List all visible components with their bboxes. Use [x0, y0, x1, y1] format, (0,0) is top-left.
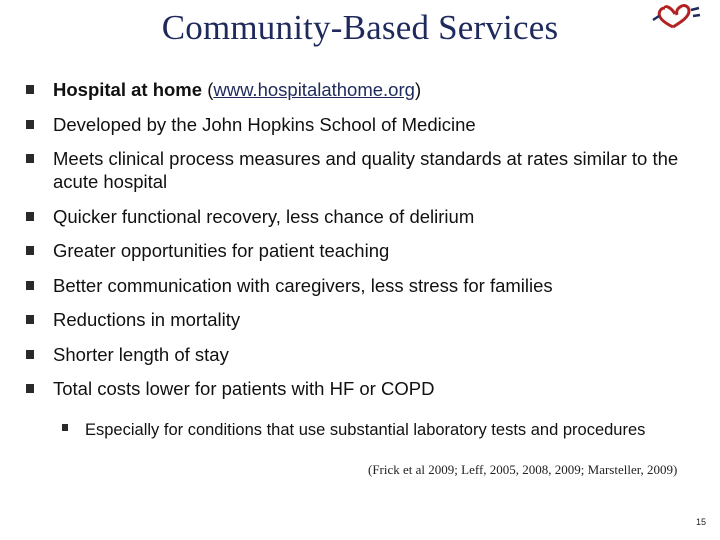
list-item	[24, 239, 714, 262]
bullet-list	[24, 78, 714, 412]
page-number: 15	[695, 517, 706, 527]
bullet-marker	[26, 246, 34, 255]
bullet-text: Meets clinical process measures and quality standards at rates similar to the acute hospital	[53, 148, 679, 192]
bullet-text: Total costs lower for patients with HF or COPD	[53, 378, 435, 399]
bullet-text: Shorter length of stay	[53, 343, 229, 365]
list-item	[24, 308, 714, 331]
list-item	[24, 147, 714, 193]
bullet-text: Reductions in mortality	[53, 309, 241, 330]
list-item	[24, 78, 714, 101]
bullet-marker	[26, 315, 34, 324]
bullet-marker	[26, 120, 34, 129]
list-item	[24, 274, 714, 297]
sub-bullet	[62, 418, 662, 442]
sub-bullet-text: Especially for conditions that use substantial laboratory tests and procedures	[85, 421, 646, 439]
bullet-marker	[26, 154, 34, 163]
bullet-text: Developed by the John Hopkins School of Medicine	[53, 113, 476, 135]
bullet-text: )	[414, 79, 422, 100]
sub-bullet-marker	[62, 424, 68, 431]
list-item	[24, 113, 714, 136]
hospital-at-home-link[interactable]: www.hospitalathome.org	[213, 79, 415, 100]
list-item	[24, 205, 714, 228]
bullet-marker	[26, 350, 34, 359]
citation: (Frick et al 2009; Leff, 2005, 2008, 2009; Marsteller, 2009)	[368, 462, 678, 477]
bullet-marker	[26, 85, 34, 94]
bullet-text: (	[202, 79, 214, 100]
bullet-marker	[26, 384, 34, 393]
list-item	[24, 343, 714, 366]
bullet-text: Quicker functional recovery, less chance of delirium	[53, 205, 475, 227]
list-item	[24, 377, 714, 400]
bullet-text: Better communication with caregivers, less stress for families	[53, 274, 553, 296]
heart-logo-icon	[651, 2, 703, 32]
bullet-marker	[26, 212, 34, 221]
slide-title: Community-Based Services	[161, 8, 559, 47]
bullet-bold-text: Hospital at home	[53, 79, 203, 100]
bullet-text: Greater opportunities for patient teaching	[53, 240, 390, 261]
bullet-marker	[26, 281, 34, 290]
